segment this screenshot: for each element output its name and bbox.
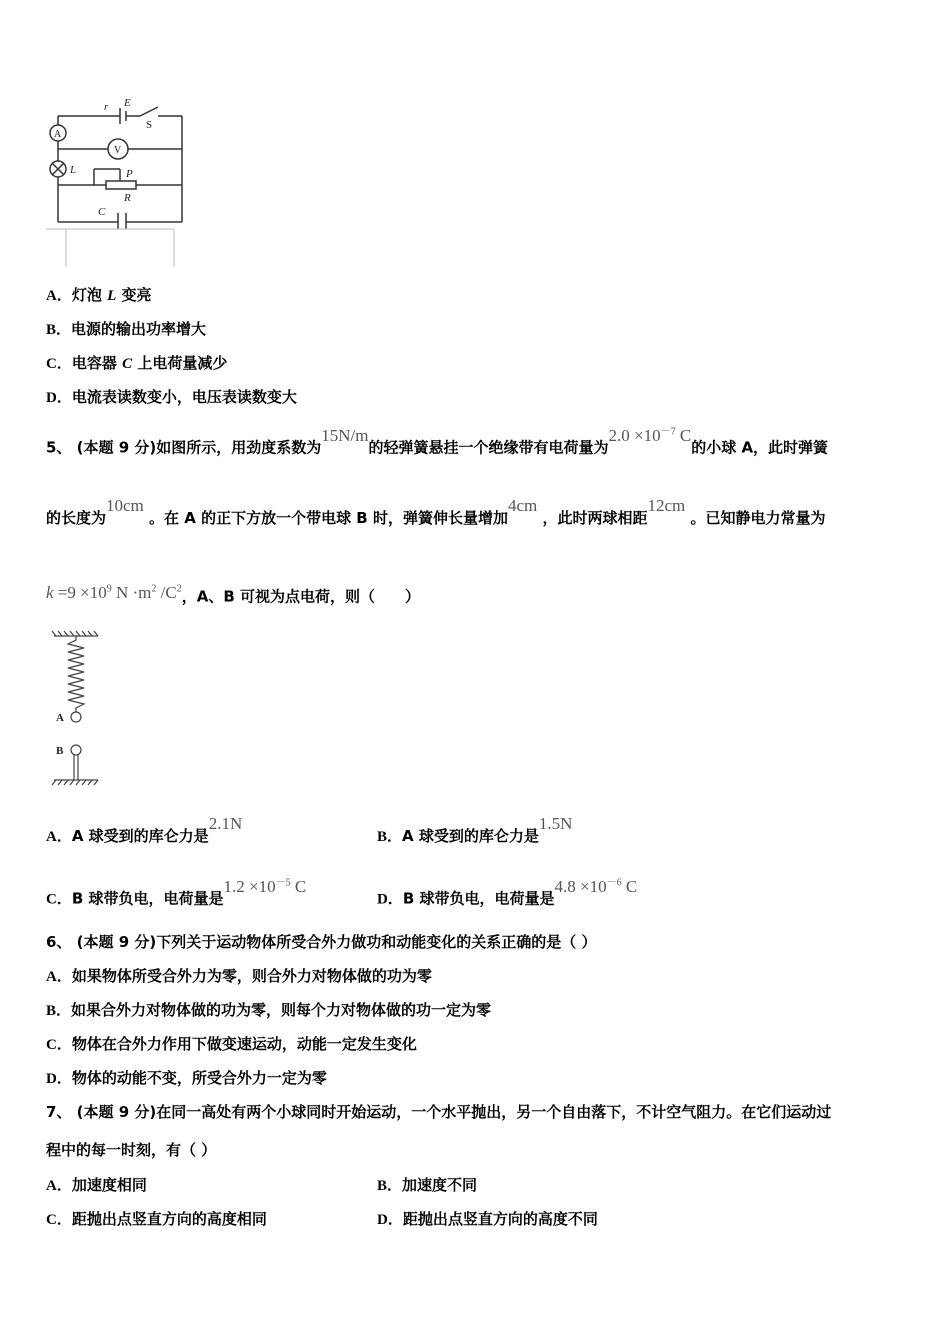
q6-option-b: B．如果合外力对物体做的功为零，则每个力对物体做的功一定为零 [46,1001,492,1019]
q7-option-d: D．距抛出点竖直方向的高度不同 [377,1210,598,1228]
label-P: P [126,168,133,180]
label-L: L [70,164,77,176]
q7-stem-line2: 程中的每一时刻，有（ ） [46,1141,217,1159]
q5-option-a: A．A 球受到的库仑力是2.1N [46,814,243,845]
q6-option-a: A．如果物体所受合外力为零，则合外力对物体做的功为零 [46,967,432,985]
q5-stem-line2: 的长度为10cm 。在 A 的正下方放一个带电球 B 时，弹簧伸长量增加4cm ，此时两球相距12cm 。已知静电力常量为 [46,496,826,527]
q6-option-c: C．物体在合外力作用下做变速运动，动能一定发生变化 [46,1035,417,1053]
label-R: R [124,192,131,204]
q4-option-b: B．电源的输出功率增大 [46,320,207,338]
ball-a-label: A [56,712,64,724]
spring-figure [48,628,108,788]
label-E: E [124,97,131,109]
label-C: C [98,206,106,218]
label-S: S [146,119,153,131]
q4-option-a: A．灯泡 L 变亮 [46,286,152,304]
q5-option-d: D．B 球带负电，电荷量是$4.8 \times 10^{-6}$ C [377,876,638,908]
circuit-diagram [40,95,190,270]
q7-option-c: C．距抛出点竖直方向的高度相同 [46,1210,267,1228]
q6-option-d: D．物体的动能不变，所受合外力一定为零 [46,1069,327,1087]
label-V: V [114,145,122,156]
label-r: r [104,101,109,113]
ball-b-label: B [56,745,64,757]
q5-coulomb-constant: $k =9 \times 10^9$ $N \cdot m^2$ $/C^2$ [46,582,182,602]
q5-option-b: B．A 球受到的库仑力是1.5N [377,814,573,845]
q7-option-a: A．加速度相同 [46,1176,147,1194]
q6-stem: 6、 (本题 9 分)下列关于运动物体所受合外力做功和动能变化的关系正确的是（ ） [46,933,597,951]
q5-option-c: C．B 球带负电，电荷量是$1.2 \times 10^{-5}$ C [46,876,307,908]
q5-charge: $2.0 \times 10^{-7}$ C [608,425,692,445]
q5-stem-line3: $k =9 \times 10^9$ $N \cdot m^2$ $/C^2$，A、B 可视为点电荷，则（ ） [46,582,420,606]
q5-stem-line1: 5、 (本题 9 分)如图所示，用劲度系数为15N/m的轻弹簧悬挂一个绝缘带有电荷量为$2.0 \times 10^{-7}$ C的小球 A，此时弹簧 [46,425,829,457]
q4-option-c: C．电容器 C 上电荷量减少 [46,354,228,372]
label-A: A [54,129,62,140]
q7-option-b: B．加速度不同 [377,1176,478,1194]
q7-stem-line1: 7、 (本题 9 分)在同一高处有两个小球同时开始运动，一个水平抛出，另一个自由落下，不计空气阻力。在它们运动过 [46,1103,832,1121]
q4-option-d: D．电流表读数变小，电压表读数变大 [46,388,297,406]
